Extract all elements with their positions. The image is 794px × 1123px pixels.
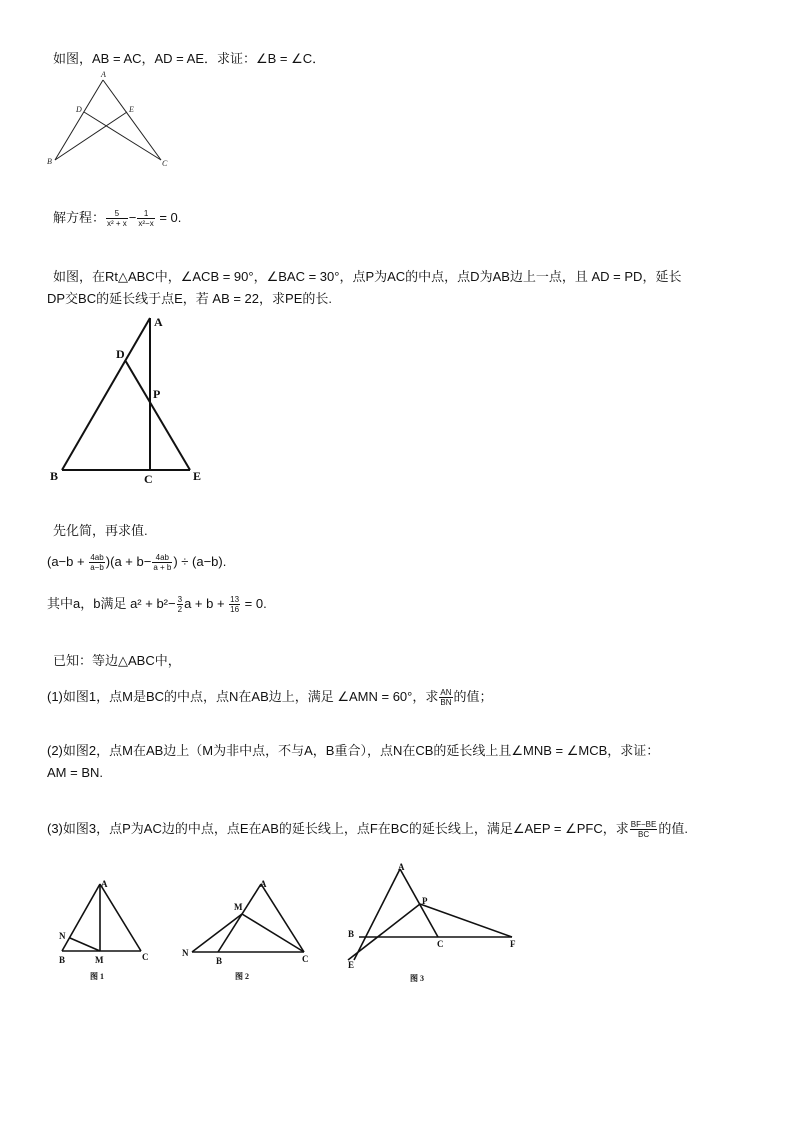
f1-caption: 图 1 [90,972,104,981]
fig2-label-d: D [116,347,125,361]
f2-label-b: B [216,956,223,966]
f1-label-c: C [142,952,149,962]
problem-4-condition: 其中a，b满足 a² + b²− $\frac{3}{2}$ a + b + $\frac{13}{16}$ = 0. [47,595,267,615]
f3-label-p: P [422,896,428,906]
cond-fraction-2: $\frac{13}{16}$ [230,595,240,615]
f1-label-b: B [59,955,66,965]
fig1-label-b: B [47,157,52,166]
fig1-label-e: E [129,105,134,114]
figure-3 [340,860,530,990]
f3-caption: 图 3 [410,974,424,983]
figure-right-triangle-abc [40,310,220,490]
f3-label-b: B [348,929,355,939]
figure-triangle-ade [40,68,180,173]
problem-3-line-2: DP交BC的延长线于点E，若 AB = 22，求PE的长. [47,291,332,306]
problem-1-text: 如图，AB = AC，AD = AE．求证：∠B = ∠C． [53,51,326,66]
q1-fraction: $\frac{AN}{BN}$ [440,688,452,708]
problem-5-question-3: (3)如图3，点P为AC边的中点，点E在AB的延长线上，点F在BC的延长线上，满足∠AEP = ∠PFC，求 $\frac{BF-BE}{BC}$ 的值. [47,820,688,840]
fig1-label-c: C [162,159,168,168]
f2-label-a: A [260,879,267,889]
fig1-label-a: A [101,70,106,79]
cond-fraction-1: $\frac{3}{2}$ [177,595,183,615]
expr-fraction-1: $\frac{4ab}{a-b}$ [90,553,104,573]
f2-label-n: N [182,948,189,958]
figure-1 [55,878,160,983]
problem-4-title: 先化简，再求值. [53,523,148,538]
f2-label-m: M [234,902,243,912]
fig2-label-e: E [193,469,202,483]
f1-label-n: N [59,931,66,941]
f2-caption: 图 2 [235,972,249,981]
problem-5-intro: 已知：等边△ABC中， [53,653,181,668]
fig2-label-c: C [144,472,153,486]
f3-label-c: C [437,939,444,949]
fraction-1: $\frac{5}{\text{x² + x}}$ [107,209,127,229]
f3-label-a: A [398,862,405,872]
f3-label-e: E [348,960,355,970]
problem-5-question-2-line-2: AM = BN. [47,765,103,780]
f1-label-m: M [95,955,104,965]
q3-fraction: $\frac{BF-BE}{BC}$ [630,820,657,840]
fig2-label-p: P [153,387,161,401]
expr-fraction-2: $\frac{4ab}{a + b}$ [153,553,172,573]
fig2-label-a: A [154,315,163,329]
problem-2-equation: 解方程： $\frac{5}{\text{x² + x}}$ − $\frac{1}{\text{x²−x}}$ = 0. [53,209,182,229]
figure-2 [178,878,318,983]
problem-3-line-1: 如图，在Rt△ABC中，∠ACB = 90°，∠BAC = 30°，点P为AC的中点，点D为AB边上一点，且 AD = PD，延长 [53,269,682,284]
fraction-2: $\frac{1}{\text{x²−x}}$ [138,209,154,229]
equation-prefix: 解方程： [53,210,106,225]
f2-label-c: C [302,954,309,964]
f1-label-a: A [101,879,108,889]
f3-label-f: F [510,939,516,949]
problem-5-question-2-line-1: (2)如图2，点M在AB边上（M为非中点，不与A，B重合），点N在CB的延长线上且∠MNB = ∠MCB，求证： [47,743,660,758]
problem-5-question-1: (1)如图1，点M是BC的中点，点N在AB边上，满足 ∠AMN = 60°，求 $\frac{AN}{BN}$ 的值； [47,688,493,708]
problem-4-expression: (a−b + $\frac{4ab}{a-b}$ )(a + b− $\frac{4ab}{a + b}$ ) ÷ (a−b). [47,553,227,573]
fig1-label-d: D [76,105,82,114]
fig2-label-b: B [50,469,59,483]
